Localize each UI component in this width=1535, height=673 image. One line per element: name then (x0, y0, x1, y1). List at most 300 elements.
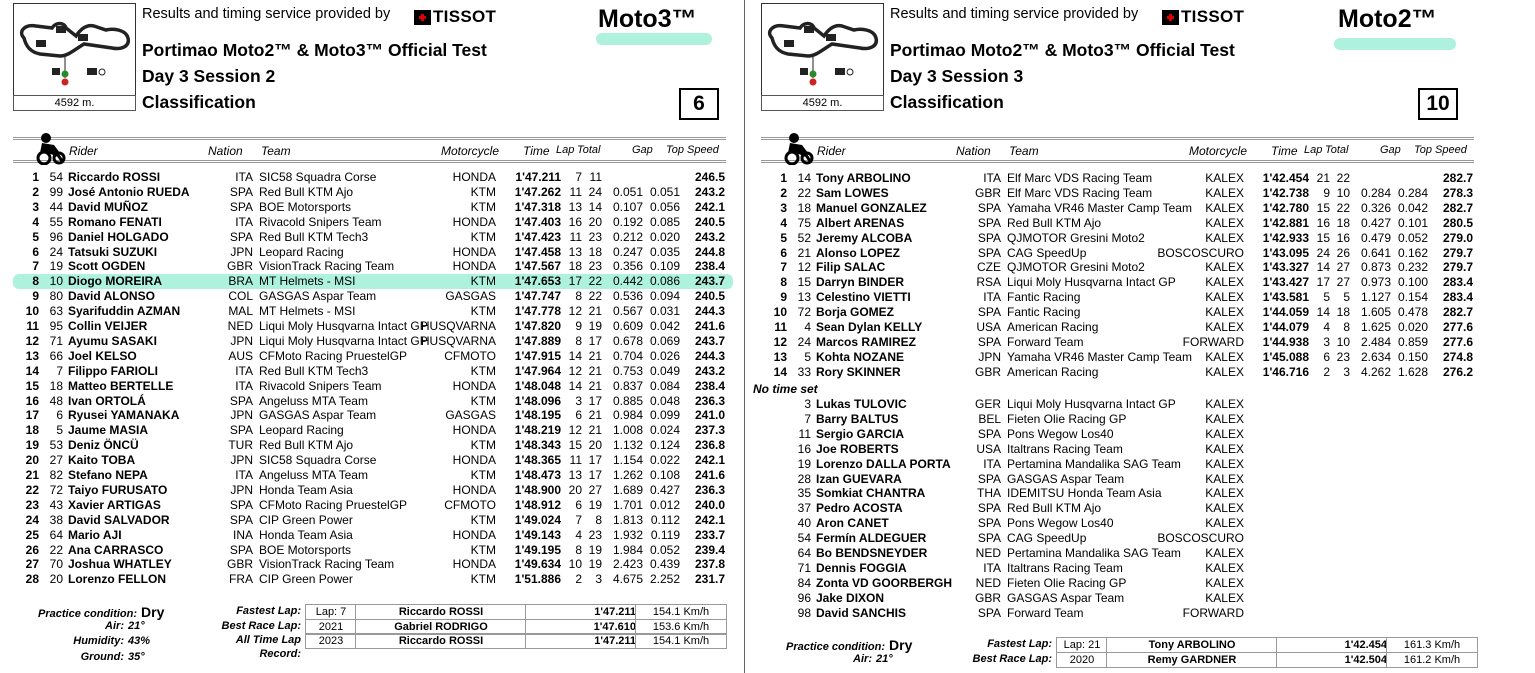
cell-speed: 278.3 (1442, 185, 1473, 200)
cell-gap1: 1.984 (612, 542, 643, 557)
cell-time: 1'42.738 (1262, 185, 1309, 200)
cell-rider: Joel KELSO (68, 348, 137, 363)
cell-gap2: 0.042 (649, 319, 680, 333)
cell-rider: Ayumu SASAKI (68, 333, 157, 348)
cell-nation: ITA (235, 363, 253, 378)
table-row (13, 289, 733, 304)
cell-motorcycle: KALEX (1205, 546, 1244, 560)
cell-total: 27 (1336, 275, 1350, 290)
cell-num: 72 (49, 482, 63, 497)
cell-motorcycle: KALEX (1205, 364, 1244, 379)
cell-total: 23 (588, 527, 602, 542)
sponsor-logo (1162, 7, 1244, 27)
cell-rider: Ivan ORTOLÁ (68, 393, 146, 408)
no-time-label: No time set (753, 381, 818, 396)
cell-time: 1'48.900 (514, 482, 561, 497)
cell-rider: Dennis FOGGIA (816, 560, 907, 575)
table-row (761, 486, 1481, 501)
track-map (13, 3, 136, 96)
cell-speed: 280.5 (1442, 215, 1473, 230)
cell-lap: 4 (1323, 320, 1330, 334)
cell-motorcycle: KTM (470, 363, 496, 378)
cell-rider: Syarifuddin AZMAN (68, 304, 181, 319)
record-cell: Riccardo ROSSI (355, 604, 526, 620)
cell-team: Red Bull KTM Ajo (259, 438, 354, 453)
cell-time: 1'47.211 (515, 170, 561, 184)
cell-lap: 14 (568, 348, 582, 363)
cell-lap: 7 (575, 170, 582, 184)
cell-num: 18 (49, 378, 63, 393)
cell-time: 1'47.262 (514, 184, 561, 199)
table-row (13, 528, 733, 543)
cell-num: 24 (797, 334, 811, 349)
record-row (944, 637, 1484, 652)
cell-rider: Darryn BINDER (816, 275, 905, 290)
cell-motorcycle: HONDA (452, 259, 496, 274)
table-row (761, 531, 1481, 546)
record-row (193, 604, 733, 619)
col-team: Team (1009, 144, 1039, 158)
cell-rider: Jeremy ALCOBA (816, 230, 913, 245)
cell-gap1: 0.984 (612, 408, 643, 423)
cell-gap2: 0.439 (649, 557, 680, 572)
cell-time: 1'47.567 (514, 259, 561, 274)
cell-lap: 14 (1316, 305, 1330, 320)
cell-nation: SPA (229, 497, 253, 512)
col-nation: Nation (208, 144, 243, 158)
cell-rider: Romano FENATI (68, 214, 162, 229)
cell-nation: INA (232, 527, 253, 542)
cell-total: 19 (588, 542, 602, 557)
cell-nation: THA (977, 486, 1001, 501)
header-rule (13, 139, 726, 140)
track-length: 4592 m. (13, 95, 136, 111)
cell-gap1: 1.132 (612, 438, 643, 453)
cell-team: American Racing (1007, 320, 1099, 334)
table-row (13, 483, 733, 498)
cell-num: 38 (49, 512, 63, 527)
cell-num: 63 (49, 304, 63, 319)
table-row (13, 394, 733, 409)
record-cell: 154.1 Km/h (635, 604, 727, 620)
cell-num: 98 (797, 605, 811, 620)
track-map (761, 3, 884, 96)
cell-nation: GBR (226, 557, 253, 572)
cell-pos: 13 (773, 349, 787, 364)
cell-lap: 18 (568, 259, 582, 274)
cell-nation: JPN (230, 333, 253, 348)
cell-speed: 241.0 (694, 408, 725, 423)
cell-team: Leopard Racing (259, 423, 344, 438)
condition-practice (38, 604, 164, 620)
record-cell: Lap: 7 (305, 604, 356, 620)
cell-num: 3 (804, 397, 811, 411)
cell-team: Italtrans Racing Team (1007, 560, 1123, 575)
cell-gap2: 0.154 (1397, 290, 1428, 305)
cell-num: 52 (797, 230, 811, 245)
cell-time: 1'43.427 (1262, 275, 1309, 290)
cell-rider: Sergio GARCIA (816, 426, 905, 441)
cell-pos: 14 (25, 363, 39, 378)
cell-nation: SPA (977, 471, 1001, 486)
cell-motorcycle: GASGAS (445, 289, 496, 304)
cell-team: Forward Team (1007, 605, 1084, 620)
cell-total: 17 (588, 333, 602, 348)
cell-nation: SPA (977, 501, 1001, 516)
cell-rider: Diogo MOREIRA (68, 274, 162, 289)
cell-speed: 241.6 (694, 319, 725, 333)
cell-team: Liqui Moly Husqvarna Intact GP (259, 319, 428, 333)
cell-nation: SPA (977, 305, 1001, 320)
cell-nation: JPN (230, 482, 253, 497)
cell-speed: 282.7 (1442, 305, 1473, 320)
cell-nation: SPA (977, 200, 1001, 215)
cell-team: Forward Team (1007, 334, 1084, 349)
cell-total: 21 (588, 304, 602, 319)
cell-speed: 282.7 (1442, 171, 1473, 185)
cell-time: 1'48.343 (514, 438, 561, 453)
cell-speed: 244.8 (694, 244, 725, 259)
cell-time: 1'48.473 (514, 468, 561, 482)
cell-nation: GBR (226, 259, 253, 274)
cell-total: 3 (1343, 364, 1350, 379)
table-row (13, 468, 733, 483)
cell-team: VisionTrack Racing Team (259, 259, 395, 274)
table-row (761, 335, 1481, 350)
table-row (761, 201, 1481, 216)
cell-gap2: 0.109 (649, 259, 680, 274)
cell-speed: 236.3 (694, 393, 725, 408)
cell-total: 21 (588, 423, 602, 438)
cell-pos: 21 (25, 468, 39, 482)
cell-pos: 15 (25, 378, 39, 393)
tissot-cross-icon (414, 10, 431, 25)
cell-total: 18 (1336, 215, 1350, 230)
cell-pos: 18 (25, 423, 39, 438)
cell-time: 1'47.653 (514, 274, 561, 289)
cell-time: 1'45.088 (1262, 349, 1309, 364)
cell-rider: Jake DIXON (816, 590, 885, 605)
cell-num: 55 (49, 214, 63, 229)
cell-gap2: 0.035 (649, 244, 680, 259)
cell-gap2: 0.124 (649, 438, 680, 453)
cell-time: 1'46.716 (1262, 364, 1309, 379)
cell-gap1: 1.932 (612, 527, 643, 542)
cell-gap2: 0.051 (649, 184, 680, 199)
cell-pos: 13 (25, 348, 39, 363)
cell-team: SIC58 Squadra Corse (259, 170, 377, 184)
cell-speed: 279.0 (1442, 230, 1473, 245)
cell-pos: 1 (32, 170, 39, 184)
cell-num: 96 (797, 590, 811, 605)
col-time: Time (523, 144, 550, 158)
cell-rider: David SANCHIS (816, 605, 907, 620)
record-label: Fastest Lap: (987, 638, 1052, 650)
cell-lap: 8 (575, 289, 582, 304)
cell-team: Red Bull KTM Tech3 (259, 229, 369, 244)
cell-pos: 7 (32, 259, 39, 274)
cell-rider: Bo BENDSNEYDER (816, 546, 928, 560)
cell-total: 23 (588, 229, 602, 244)
cell-nation: TUR (228, 438, 253, 453)
table-row (761, 320, 1481, 335)
cell-motorcycle: KTM (470, 393, 496, 408)
cell-team: Leopard Racing (259, 244, 344, 259)
cell-gap2: 0.427 (649, 482, 680, 497)
cell-speed: 277.6 (1442, 334, 1473, 349)
table-row (13, 215, 733, 230)
record-cell: 153.6 Km/h (635, 619, 727, 635)
cell-gap1: 0.567 (612, 304, 643, 319)
cell-team: CAG SpeedUp (1007, 245, 1087, 260)
table-row (761, 591, 1481, 606)
cell-pos: 11 (26, 319, 39, 333)
cell-num: 37 (797, 501, 811, 516)
condition-ground (0, 651, 145, 663)
cell-num: 7 (56, 363, 63, 378)
cell-nation: JPN (230, 244, 253, 259)
condition-value: 43% (128, 635, 151, 647)
table-row (761, 350, 1481, 365)
cell-nation: JPN (230, 408, 253, 423)
document-type: Classification (142, 92, 256, 112)
cell-gap1: 0.609 (612, 319, 643, 333)
col-rider: Rider (69, 144, 98, 158)
cell-gap2: 0.232 (1397, 260, 1428, 275)
session-title: Day 3 Session 3 (890, 66, 1024, 86)
circuit-map-icon (762, 4, 883, 95)
cell-gap2: 0.085 (649, 214, 680, 229)
cell-total: 10 (1336, 185, 1350, 200)
cell-lap: 17 (568, 274, 582, 289)
condition-label: Ground: (80, 650, 124, 663)
cell-team: Red Bull KTM Tech3 (259, 363, 369, 378)
header-rule (13, 162, 726, 163)
cell-lap: 6 (575, 408, 582, 423)
cell-lap: 21 (1316, 171, 1330, 185)
cell-num: 64 (49, 527, 63, 542)
cell-gap1: 0.753 (612, 363, 643, 378)
event-title: Portimao Moto2™ & Moto3™ Official Test (890, 40, 1235, 60)
table-row (13, 319, 733, 334)
cell-pos: 1 (780, 171, 787, 185)
cell-speed: 243.2 (694, 184, 725, 199)
cell-num: 95 (49, 319, 63, 333)
cell-motorcycle: KALEX (1205, 411, 1244, 426)
cell-lap: 2 (575, 572, 582, 587)
cell-rider: Stefano NEPA (68, 468, 148, 482)
cell-gap1: 0.107 (612, 199, 643, 214)
condition-value: 21° (876, 652, 893, 665)
cell-team: QJMOTOR Gresini Moto2 (1007, 230, 1145, 245)
cell-num: 75 (797, 215, 811, 230)
cell-gap1: 0.885 (612, 393, 643, 408)
cell-motorcycle: KTM (470, 512, 496, 527)
cell-total: 17 (588, 453, 602, 468)
cell-team: Pons Wegow Los40 (1007, 426, 1114, 441)
cell-nation: SPA (229, 512, 253, 527)
col-team: Team (261, 144, 291, 158)
cell-time: 1'43.095 (1262, 245, 1309, 260)
cell-team: CIP Green Power (259, 572, 353, 587)
cell-time: 1'48.048 (514, 378, 561, 393)
cell-speed: 240.5 (694, 214, 725, 229)
cell-num: 7 (804, 411, 811, 426)
cell-speed: 244.3 (694, 348, 725, 363)
cell-speed: 279.7 (1442, 260, 1473, 275)
cell-gap2: 0.108 (649, 468, 680, 482)
cell-gap2: 0.049 (649, 363, 680, 378)
cell-total: 18 (1336, 305, 1350, 320)
table-row (13, 513, 733, 528)
page-divider (744, 0, 745, 673)
cell-nation: SPA (229, 199, 253, 214)
header-rule (761, 162, 1474, 163)
cell-pos: 10 (25, 304, 39, 319)
cell-gap1: 0.704 (612, 348, 643, 363)
cell-motorcycle: KALEX (1205, 516, 1244, 531)
condition-label: Practice condition: (38, 608, 138, 620)
header-rule (761, 137, 1474, 138)
cell-total: 22 (588, 289, 602, 304)
cell-speed: 240.5 (694, 289, 725, 304)
cell-pos: 16 (25, 393, 39, 408)
cell-time: 1'47.915 (514, 348, 561, 363)
cell-team: Elf Marc VDS Racing Team (1007, 171, 1153, 185)
cell-rider: David SALVADOR (68, 512, 170, 527)
cell-nation: ITA (983, 171, 1001, 185)
cell-num: 33 (797, 364, 811, 379)
cell-nation: ITA (235, 214, 253, 229)
cell-pos: 17 (25, 408, 39, 423)
cell-team: Pertamina Mandalika SAG Team (1007, 546, 1181, 560)
cell-total: 20 (588, 438, 602, 453)
class-highlight (1334, 38, 1456, 50)
cell-rider: Lorenzo DALLA PORTA (816, 456, 951, 471)
cell-gap1: 0.356 (612, 259, 643, 274)
cell-num: 5 (804, 349, 811, 364)
cell-rider: Taiyo FURUSATO (68, 482, 168, 497)
cell-pos: 26 (25, 542, 39, 557)
table-row (761, 427, 1481, 442)
cell-speed: 237.8 (694, 557, 725, 572)
cell-gap1: 1.689 (612, 482, 643, 497)
cell-lap: 14 (568, 378, 582, 393)
cell-gap2: 0.069 (649, 333, 680, 348)
cell-num: 43 (49, 497, 63, 512)
table-row (13, 572, 733, 587)
table-row (13, 274, 733, 289)
cell-gap1: 0.479 (1360, 230, 1391, 245)
cell-team: Liqui Moly Husqvarna Intact GP (1007, 397, 1176, 411)
sponsor-logo (414, 7, 496, 27)
cell-nation: SPA (977, 516, 1001, 531)
cell-motorcycle: KTM (470, 229, 496, 244)
cell-time: 1'48.365 (514, 453, 561, 468)
col-time: Time (1271, 144, 1298, 158)
cell-num: 27 (49, 453, 63, 468)
cell-nation: ITA (983, 290, 1001, 305)
cell-gap1: 0.678 (612, 333, 643, 348)
cell-num: 19 (797, 456, 811, 471)
cell-gap1: 0.284 (1360, 185, 1391, 200)
cell-total: 26 (1336, 245, 1350, 260)
cell-num: 22 (797, 185, 811, 200)
cell-num: 20 (49, 572, 63, 587)
cell-gap2: 0.022 (649, 453, 680, 468)
motorcycle-rider-icon (784, 131, 814, 165)
cell-gap2: 0.020 (649, 229, 680, 244)
cell-gap1: 0.442 (612, 274, 643, 289)
condition-label: Humidity: (73, 635, 124, 647)
cell-time: 1'47.778 (514, 304, 561, 319)
cell-speed: 241.6 (694, 468, 725, 482)
table-row (13, 185, 733, 200)
table-row (761, 216, 1481, 231)
cell-rider: Marcos RAMIREZ (816, 334, 917, 349)
cell-pos: 4 (780, 215, 787, 230)
cell-gap2: 0.048 (649, 393, 680, 408)
cell-gap1: 1.625 (1360, 320, 1391, 334)
cell-nation: JPN (230, 453, 253, 468)
cell-team: QJMOTOR Gresini Moto2 (1007, 260, 1145, 275)
cell-rider: Ryusei YAMANAKA (68, 408, 180, 423)
cell-nation: USA (976, 320, 1001, 334)
cell-num: 54 (49, 170, 63, 184)
cell-speed: 243.2 (694, 363, 725, 378)
cell-pos: 5 (780, 230, 787, 245)
cell-team: GASGAS Aspar Team (1007, 590, 1125, 605)
cell-lap: 5 (1323, 290, 1330, 305)
cell-motorcycle: KALEX (1205, 590, 1244, 605)
class-label: Moto3™ (598, 5, 697, 33)
cell-motorcycle: KALEX (1205, 349, 1244, 364)
sponsor-name: TISSOT (1181, 7, 1245, 26)
table-row (761, 186, 1481, 201)
cell-gap2: 2.252 (649, 572, 680, 587)
cell-motorcycle: BOSCOSCURO (1157, 245, 1244, 260)
cell-num: 15 (797, 275, 811, 290)
cell-num: 72 (797, 305, 811, 320)
cell-num: 64 (797, 546, 811, 560)
condition-label: Air: (853, 652, 872, 665)
cell-time: 1'48.195 (514, 408, 561, 423)
cell-motorcycle: HONDA (452, 423, 496, 438)
cell-num: 66 (49, 348, 63, 363)
cell-pos: 19 (25, 438, 39, 453)
cell-gap1: 0.247 (612, 244, 643, 259)
document-number: 10 (1418, 88, 1458, 120)
cell-motorcycle: BOSCOSCURO (1157, 531, 1244, 546)
cell-lap: 9 (1323, 185, 1330, 200)
cell-rider: José Antonio RUEDA (68, 184, 190, 199)
cell-team: MT Helmets - MSI (259, 274, 356, 289)
cell-lap: 9 (575, 319, 582, 333)
cell-gap2: 0.099 (649, 408, 680, 423)
cell-motorcycle: HUSQVARNA (420, 319, 496, 333)
cell-nation: NED (975, 546, 1001, 560)
cell-total: 21 (588, 408, 602, 423)
cell-nation: ITA (235, 468, 253, 482)
cell-speed: 283.4 (1442, 290, 1473, 305)
cell-gap1: 1.605 (1360, 305, 1391, 320)
cell-motorcycle: KALEX (1205, 486, 1244, 501)
cell-speed: 243.7 (694, 333, 725, 348)
cell-pos: 10 (773, 305, 787, 320)
cell-total: 19 (588, 497, 602, 512)
table-row (761, 457, 1481, 472)
cell-motorcycle: KTM (470, 274, 496, 289)
